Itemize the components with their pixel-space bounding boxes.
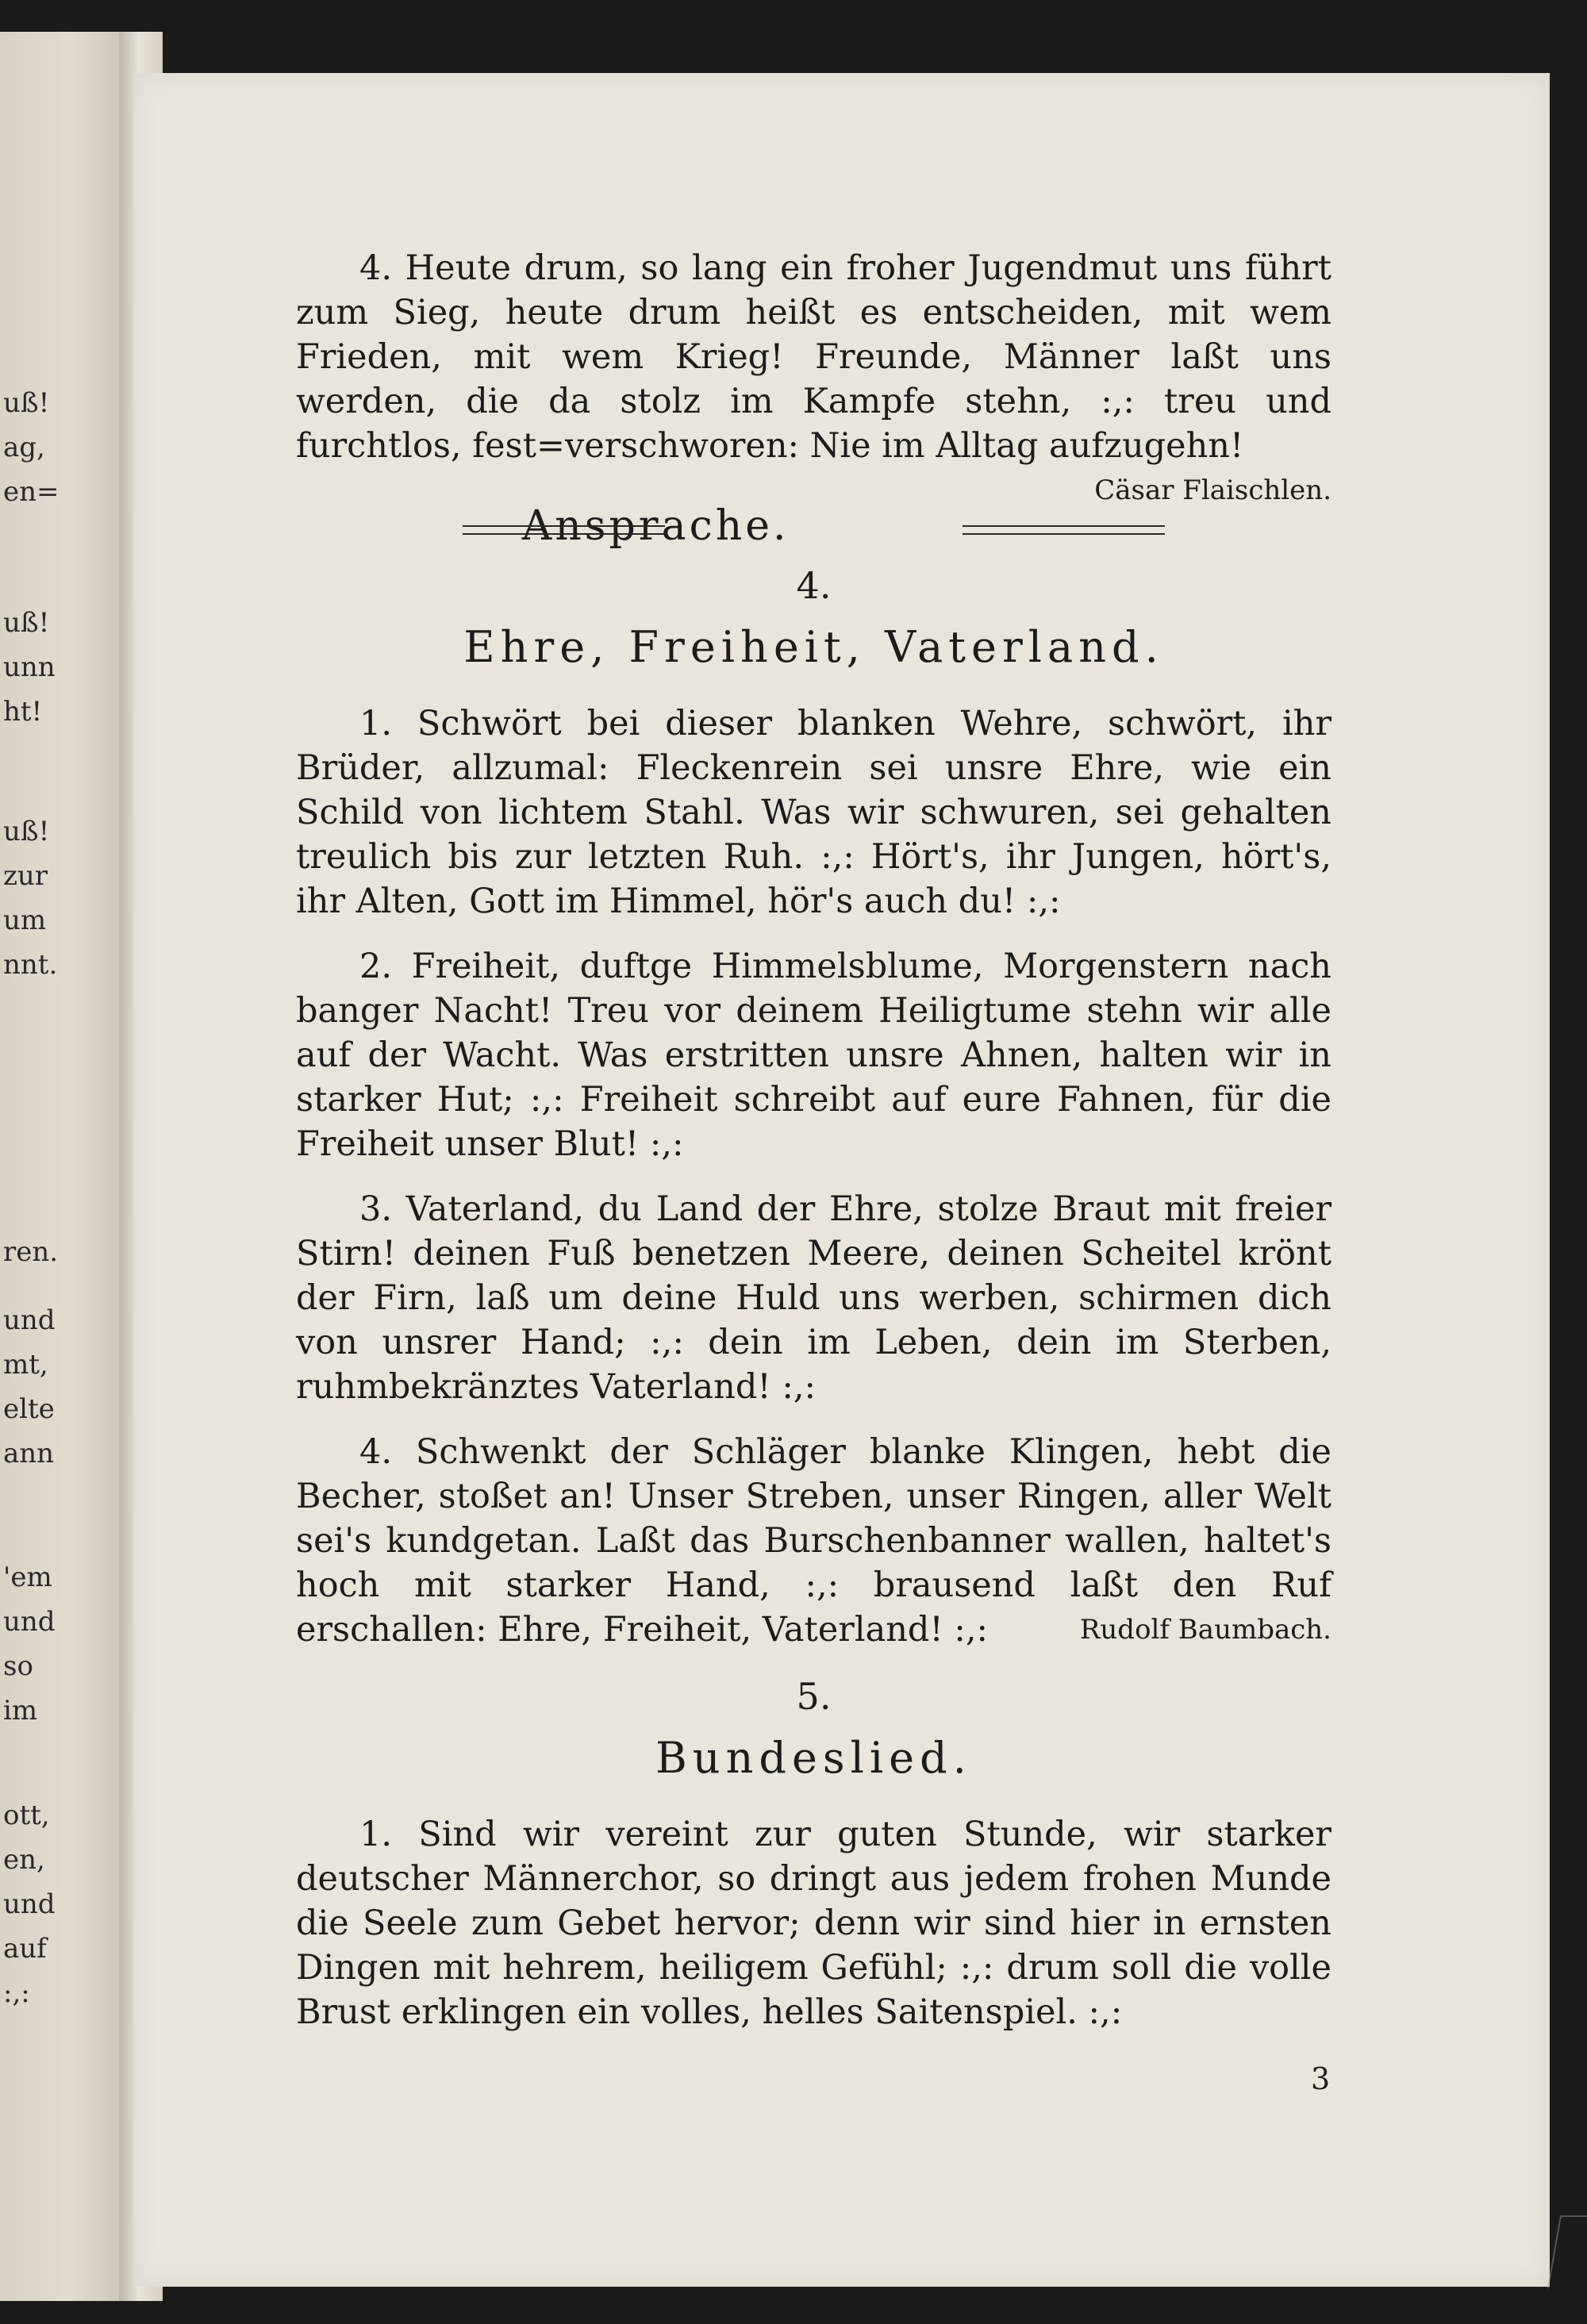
song-number: 4. [796, 564, 832, 607]
stanza: 2. Freiheit, duftge Himmelsblume, Morgenstern nach banger Nacht! Treu vor deinem Heiligtume stehn wir alle auf der Wacht. Was erstritten unsre Ahnen, halten wir in starker Hut; :,: Freiheit schreibt auf eure Fahnen, für die Freiheit unser Blut! :,: [296, 947, 1331, 1164]
left-fragment: elte [3, 1393, 55, 1425]
left-fragment: ag, [3, 432, 45, 463]
left-fragment: im [3, 1695, 38, 1727]
stanza: 1. Schwört bei dieser blanken Wehre, schwört, ihr Brüder, allzumal: Fleckenrein sei unsre Ehre, wie ein Schild von lichtem Stahl. Was wir schwuren, sei gehalten treulich bis zur letzten Ruh. :,: Hört's, ihr Jungen, hört's, ihr Alten, Gott im Himmel, hör's auch du! :,: [296, 704, 1331, 921]
author-credit: Rudolf Baumbach. [1079, 1614, 1331, 1646]
left-fragment: ann [3, 1438, 55, 1469]
stanza: 3. Vaterland, du Land der Ehre, stolze Braut mit freier Stirn! deinen Fuß benetzen Meere, deinen Scheitel krönt der Firn, laß um deine Huld uns werben, schirmen dich von unsrer Hand; :,: dein im Leben, dein im Sterben, ruhmbekränztes Vaterland! :,: [296, 1189, 1331, 1407]
stanza-last [296, 1430, 1331, 1652]
left-fragment: und [3, 1888, 56, 1920]
left-fragment: zur [3, 860, 48, 892]
section-header [296, 498, 1331, 554]
stanza-text: 4. Heute drum, so lang ein froher Jugendmut uns führt zum Sieg, heute drum heißt es entscheiden, mit wem Frieden, mit wem Krieg! Freunde, Männer laßt uns werden, die da stolz im Kampfe stehn, :,: treu und furchtlos, fest=verschworen: Nie im Alltag aufzugehn! [296, 248, 1331, 466]
stanza: 1. Sind wir vereint zur guten Stunde, wir starker deutscher Männerchor, so dringt aus jedem frohen Munde die Seele zum Gebet hervor; denn wir sind hier in ernsten Dingen mit hehrem, heiligem Gefühl; :,: drum soll die volle Brust erklingen ein volles, helles Saitenspiel. :,: [296, 1815, 1331, 2032]
header-rule-right [963, 525, 1165, 535]
left-page-strip [0, 32, 119, 2301]
stanza-prev-4 [296, 246, 1331, 506]
left-fragment: :,: [3, 1977, 30, 2009]
left-fragment: 'em [3, 1561, 52, 1593]
left-fragment: auf [3, 1933, 47, 1965]
stanza-text: 4. Schwenkt der Schläger blanke Klingen, hebt die Becher, stoßet an! Unser Streben, unser Ringen, aller Welt sei's kundgetan. Laßt das Burschenbanner wallen, haltet's hoch mit starker Hand, :,: brausend laßt den Ruf erschallen: Ehre, Freiheit, Vaterland! :,: [296, 1432, 1331, 1650]
left-fragment: en, [3, 1844, 45, 1876]
song-number: 5. [796, 1675, 832, 1718]
left-fragment: und [3, 1606, 56, 1638]
page-corner-mark [1547, 2215, 1587, 2288]
left-fragment: nnt. [3, 949, 58, 981]
left-fragment: so [3, 1650, 33, 1682]
song-title: Ehre, Freiheit, Vaterland. [463, 622, 1164, 672]
page-number: 3 [1311, 2061, 1331, 2096]
left-fragment: uß! [3, 607, 50, 639]
author-credit: Cäsar Flaischlen. [1094, 474, 1331, 506]
left-fragment: ht! [3, 696, 43, 728]
left-fragment: ren. [3, 1236, 59, 1268]
left-fragment: mt, [3, 1349, 48, 1381]
left-fragment: und [3, 1304, 56, 1336]
header-rule-left [463, 525, 665, 535]
section-title: Ansprache. [521, 502, 790, 550]
left-fragment: ott, [3, 1800, 50, 1831]
left-fragment: en= [3, 476, 60, 508]
left-fragment: uß! [3, 816, 50, 847]
page-text [296, 246, 1331, 2055]
left-fragment: uß! [3, 387, 50, 419]
left-fragment: unn [3, 651, 56, 683]
song-title: Bundeslied. [655, 1733, 972, 1783]
left-fragment: um [3, 905, 47, 936]
